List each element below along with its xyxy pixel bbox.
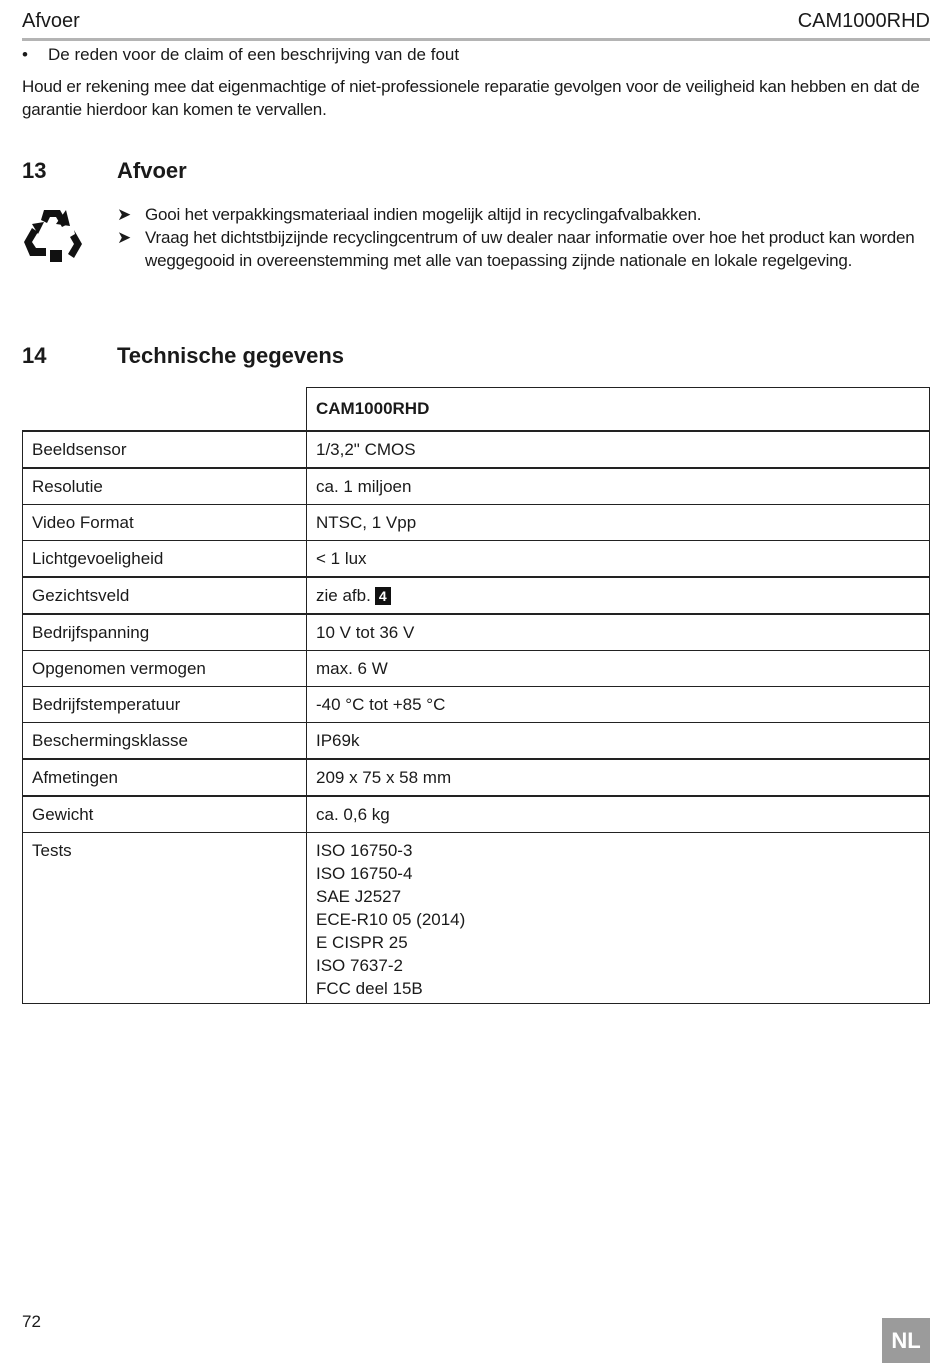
table-row	[23, 723, 930, 760]
list-item: ➤ Gooi het verpakkingsmateriaal indien mogelijk altijd in recyclingafvalbakken.	[117, 205, 702, 224]
technical-data-table	[22, 387, 930, 1004]
table-header-empty-cell	[23, 388, 307, 432]
spec-value: -40 °C tot +85 °C	[307, 687, 930, 723]
arrow-bullet-icon: ➤	[117, 228, 132, 247]
disposal-instructions	[117, 203, 917, 272]
test-standard: ISO 16750-4	[316, 864, 413, 883]
spec-value: ca. 0,6 kg	[307, 796, 930, 833]
spec-value: < 1 lux	[307, 541, 930, 578]
table-row	[23, 468, 930, 505]
section-13-heading	[22, 158, 187, 184]
language-badge: NL	[882, 1318, 930, 1363]
table-row	[23, 505, 930, 541]
recycle-icon	[22, 206, 82, 266]
spec-label: Bedrijfspanning	[23, 614, 307, 651]
spec-value: ca. 1 miljoen	[307, 468, 930, 505]
bullet-dot-icon: •	[22, 45, 28, 64]
spec-label: Bedrijfstemperatuur	[23, 687, 307, 723]
spec-value: IP69k	[307, 723, 930, 760]
spec-value: max. 6 W	[307, 651, 930, 687]
spec-label: Gezichtsveld	[23, 577, 307, 614]
table-row	[23, 541, 930, 578]
arrow-bullet-icon: ➤	[117, 205, 132, 224]
spec-label: Gewicht	[23, 796, 307, 833]
table-row	[23, 833, 930, 1004]
test-standard: ECE-R10 05 (2014)	[316, 910, 466, 929]
page-number: 72	[22, 1312, 41, 1331]
header-section-title: Afvoer	[22, 10, 80, 32]
table-column-header: CAM1000RHD	[307, 388, 930, 432]
spec-value: 1/3,2" CMOS	[307, 431, 930, 468]
spec-label: Tests	[23, 833, 307, 1004]
table-row	[23, 651, 930, 687]
test-standard: ISO 7637-2	[316, 956, 403, 975]
spec-label: Resolutie	[23, 468, 307, 505]
spec-label: Beeldsensor	[23, 431, 307, 468]
spec-label: Opgenomen vermogen	[23, 651, 307, 687]
spec-value: NTSC, 1 Vpp	[307, 505, 930, 541]
table-row	[23, 614, 930, 651]
table-row	[23, 577, 930, 614]
spec-label: Beschermingsklasse	[23, 723, 307, 760]
intro-bullet	[22, 45, 459, 65]
section-14-heading	[22, 343, 344, 369]
table-row	[23, 687, 930, 723]
spec-value: 10 V tot 36 V	[307, 614, 930, 651]
section-13-number: 13	[22, 158, 47, 183]
spec-value-tests	[307, 833, 930, 1004]
test-standard: SAE J2527	[316, 887, 402, 906]
table-row	[23, 759, 930, 796]
section-14-title: Technische gegevens	[117, 343, 345, 368]
table-row	[23, 796, 930, 833]
test-standard: FCC deel 15B	[316, 979, 423, 998]
test-standard: E CISPR 25	[316, 933, 408, 952]
list-item: ➤ Vraag het dichtstbijzijnde recyclingcentrum of uw dealer naar informatie over hoe het product kan worden weggegooid in overeenstemming met alle van toepassing zijnde nationale en lokale regelgeving.	[117, 228, 915, 270]
section-14-number: 14	[22, 343, 47, 368]
spec-value: zie afb. 4	[307, 577, 930, 614]
warranty-paragraph: Houd er rekening mee dat eigenmachtige of niet-professionele reparatie gevolgen voor de veiligheid kan hebben en dat de garantie hierdoor kan komen te vervallen.	[22, 77, 920, 119]
spec-label: Lichtgevoeligheid	[23, 541, 307, 578]
test-standard: ISO 16750-3	[316, 841, 413, 860]
spec-value: 209 x 75 x 58 mm	[307, 759, 930, 796]
spec-label: Afmetingen	[23, 759, 307, 796]
spec-label: Video Format	[23, 505, 307, 541]
figure-reference-badge: 4	[375, 587, 391, 605]
page-header	[22, 8, 930, 41]
intro-bullet-text: De reden voor de claim of een beschrijving van de fout	[48, 45, 460, 64]
section-13-title: Afvoer	[117, 158, 187, 183]
header-model-name: CAM1000RHD	[797, 10, 930, 32]
table-row	[23, 431, 930, 468]
table-header-row	[23, 388, 930, 432]
